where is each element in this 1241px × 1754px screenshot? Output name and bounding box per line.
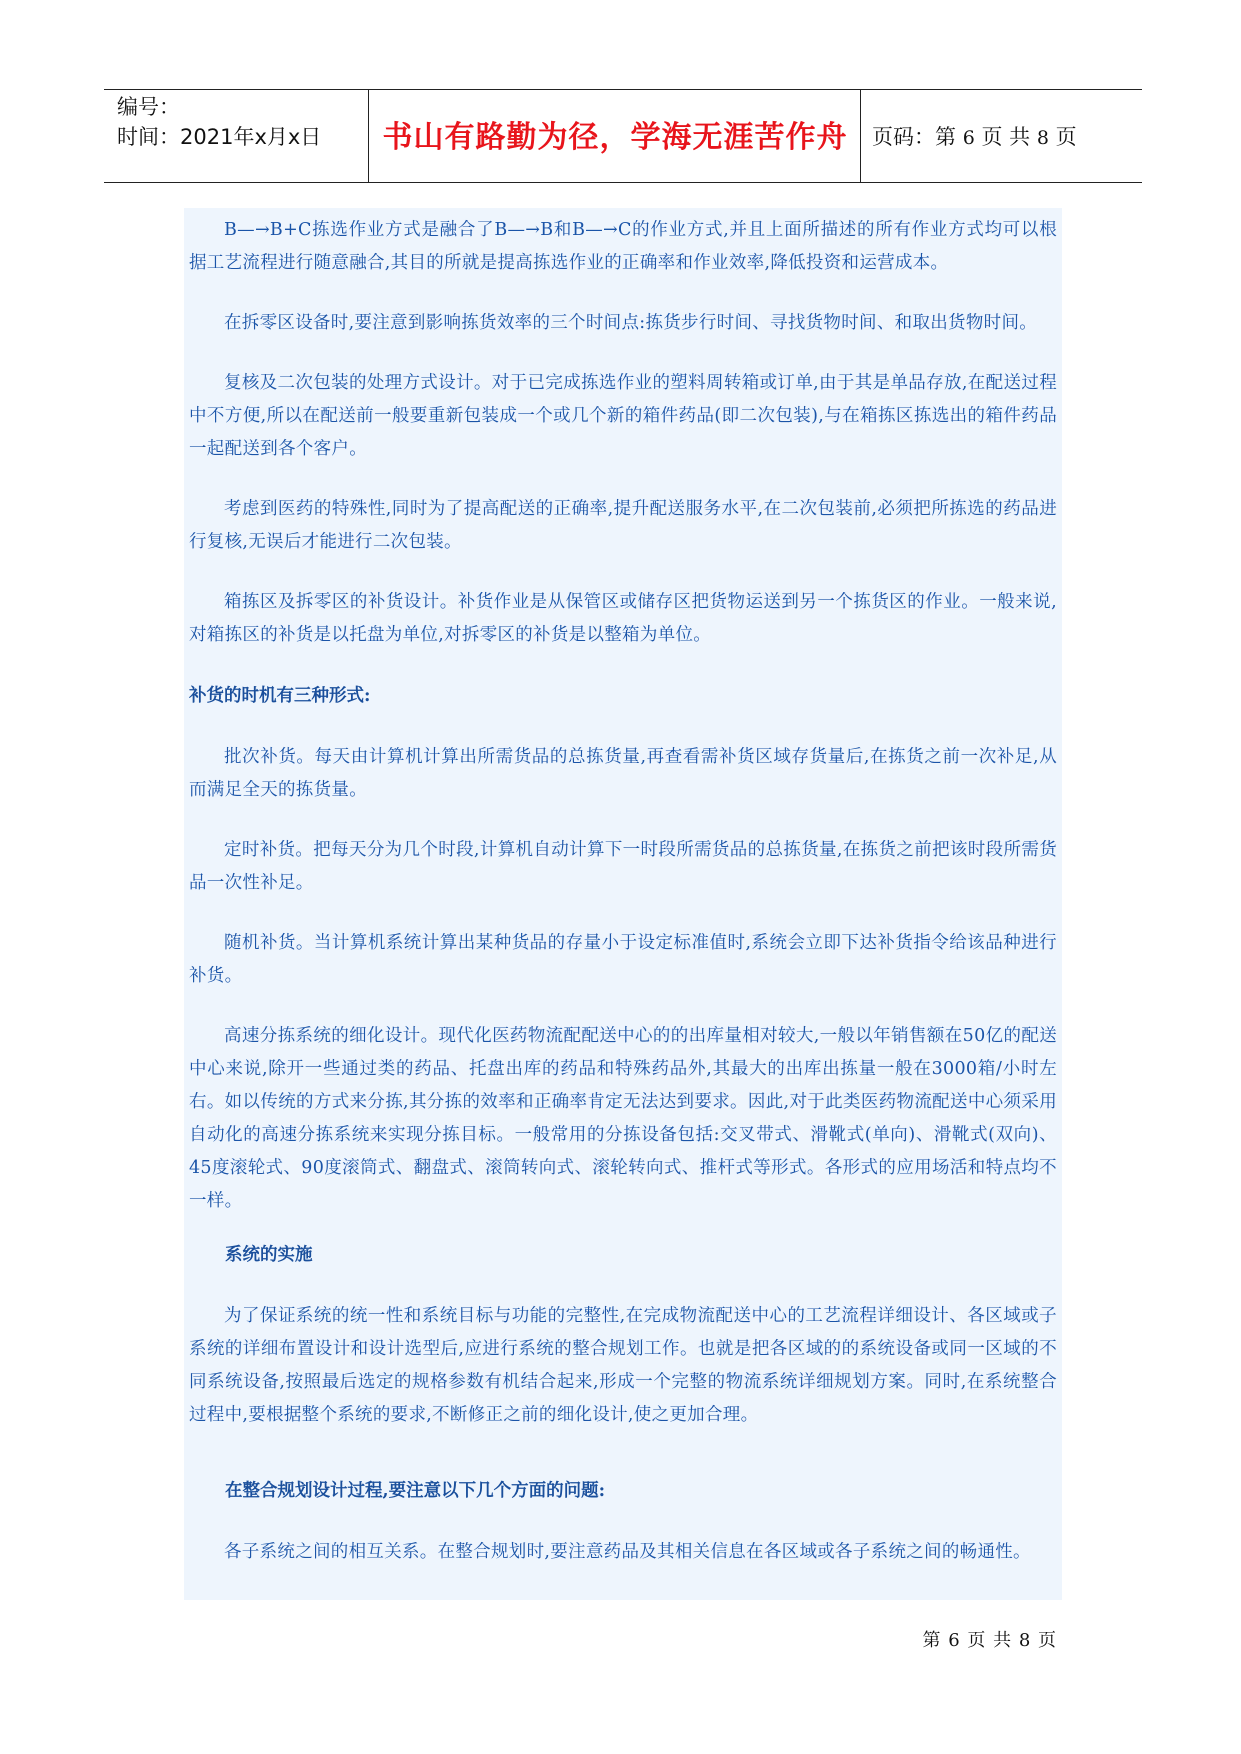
paragraph-timed-replenish: 定时补货。把每天分为几个时段,计算机自动计算下一时段所需货品的总拣货量,在拣货之前把该时段所需货品一次性补足。: [189, 840, 1057, 893]
page-mid: 页 共: [981, 125, 1031, 149]
heading-replenish-timing: 补货的时机有三种形式:: [189, 686, 371, 706]
paragraph-repack: 复核及二次包装的处理方式设计。对于已完成拣选作业的塑料周转箱或订单,由于其是单品存放,在配送过程中不方便,所以在配送前一般要重新包装成一个或几个新的箱件药品(即二次包装),与在箱拣区拣选出的箱件药品一起配送到各个客户。: [189, 373, 1057, 459]
footer-page-number: 第 6 页 共 8 页: [922, 1630, 1057, 1651]
page-current: 6: [962, 127, 975, 149]
page-prefix: 页码：第: [872, 125, 956, 149]
header-divider-left: [368, 89, 369, 182]
page-total: 8: [1036, 127, 1049, 149]
document-body: [184, 208, 1062, 1600]
page-suffix: 页: [1055, 125, 1077, 149]
paragraph-verification: 考虑到医药的特殊性,同时为了提高配送的正确率,提升配送服务水平,在二次包装前,必须把所拣选的药品进行复核,无误后才能进行二次包装。: [189, 499, 1057, 552]
header-divider-right: [860, 89, 861, 182]
paragraph-batch-replenish: 批次补货。每天由计算机计算出所需货品的总拣货量,再查看需补货区域存货量后,在拣货之前一次补足,从而满足全天的拣货量。: [189, 747, 1057, 800]
paragraph-pick-mode: B—→B+C拣选作业方式是融合了B—→B和B—→C的作业方式,并且上面所描述的所有作业方式均可以根据工艺流程进行随意融合,其目的所就是提高拣选作业的正确率和作业效率,降低投资和运营成本。: [189, 220, 1057, 273]
paragraph-sorting-system: 高速分拣系统的细化设计。现代化医药物流配配送中心的的出库量相对较大,一般以年销售额在50亿的配送中心来说,除开一些通过类的药品、托盘出库的药品和特殊药品外,其最大的出库出拣量一般在3000箱/小时左右。如以传统的方式来分拣,其分拣的效率和正确率肯定无法达到要求。因此,对于此类医药物流配送中心须采用自动化的高速分拣系统来实现分拣目标。一般常用的分拣设备包括:交叉带式、滑靴式(单向)、滑靴式(双向)、45度滚轮式、90度滚筒式、翻盘式、滚筒转向式、滚轮转向式、推杆式等形式。各形式的应用场活和特点均不一样。: [189, 1026, 1057, 1211]
heading-integration-issues: 在整合规划设计过程,要注意以下几个方面的问题:: [225, 1481, 606, 1501]
paragraph-replenish-design: 箱拣区及拆零区的补货设计。补货作业是从保管区或储存区把货物运送到另一个拣货区的作业。一般来说,对箱拣区的补货是以托盘为单位,对拆零区的补货是以整箱为单位。: [189, 592, 1057, 645]
document-number-label: 编号：: [117, 95, 180, 119]
paragraph-subsystem-relations: 各子系统之间的相互关系。在整合规划时,要注意药品及其相关信息在各区域或各子系统之间的畅通性。: [224, 1542, 1031, 1562]
header-meta: [117, 92, 357, 152]
header-bottom-rule: [104, 182, 1142, 183]
paragraph-time-points: 在拆零区设备时,要注意到影响拣货效率的三个时间点:拣货步行时间、寻找货物时间、和取出货物时间。: [224, 313, 1038, 333]
header-motto: 书山有路勤为径，学海无涯苦作舟: [382, 120, 848, 155]
header-page-number: [870, 120, 1144, 155]
paragraph-system-integration: 为了保证系统的统一性和系统目标与功能的完整性,在完成物流配送中心的工艺流程详细设计、各区域或子系统的详细布置设计和设计选型后,应进行系统的整合规划工作。也就是把各区域的的系统设备或同一区域的不同系统设备,按照最后选定的规格参数有机结合起来,形成一个完整的物流系统详细规划方案。同时,在系统整合过程中,要根据整个系统的要求,不断修正之前的细化设计,使之更加合理。: [189, 1306, 1057, 1425]
document-time-label: 时间：2021年x月x日: [117, 125, 322, 149]
heading-system-implementation: 系统的实施: [225, 1245, 313, 1265]
header-top-rule: [104, 89, 1142, 90]
paragraph-random-replenish: 随机补货。当计算机系统计算出某种货品的存量小于设定标准值时,系统会立即下达补货指令给该品种进行补货。: [189, 933, 1057, 986]
